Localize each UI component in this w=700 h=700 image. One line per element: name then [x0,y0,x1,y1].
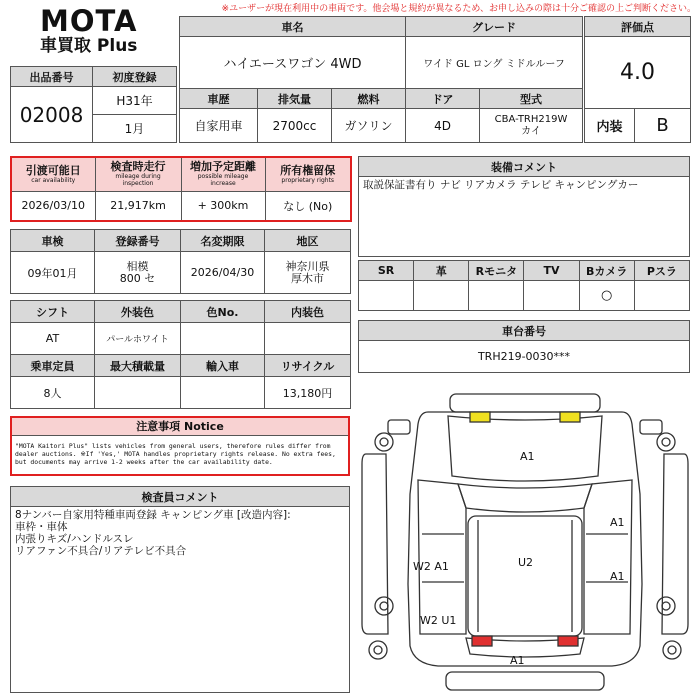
listing-number: 02008 [11,87,93,143]
plate-number [95,252,181,294]
option-power-slide-label: Pスラ [634,261,689,281]
recycle-label: リサイクル [265,355,351,377]
inspector-comment: 8ナンバー自家用特種車両登録 キャンピング車 [改造内容]: 車枠・車体 内張りキズ/ハンドルスレ リアファン不具合/リアテレビ不具合 [11,507,350,693]
rights-sub: proprietary rights [281,176,335,184]
chassis-title: 車台番号 [359,321,690,341]
color-number [181,323,265,355]
grade: ワイド GL ロング ミドルルーフ [406,37,583,89]
option-back-camera-value: ○ [579,281,634,311]
plate-line2: 800 セ [119,271,156,285]
rear-right-taillight-mark [558,636,578,646]
rear-bumper [446,672,604,690]
listing-table [10,66,177,143]
inspector-table [10,486,350,693]
vehicle-table [179,16,583,143]
roof-rails [478,520,572,632]
roof [468,516,582,636]
option-leather-value [414,281,469,311]
displacement: 2700cc [258,109,332,143]
specs-table [10,300,351,409]
front-bumper [450,394,600,412]
option-tv-label: TV [524,261,579,281]
availability-date-header [11,157,95,191]
right-mirror [640,420,662,434]
plate-label: 登録番号 [95,230,181,252]
equipment-table [358,156,690,257]
shift: AT [11,323,95,355]
first-registration-year: H31年 [93,87,177,115]
mileage-label: 検査時走行 [110,160,166,174]
right-rear-wheel [657,597,675,615]
left-side-panel [418,480,466,634]
model-label: 型式 [480,89,583,109]
doors-label: ドア [406,89,480,109]
option-back-camera-label: Bカメラ [579,261,634,281]
logo-main: MOTA [40,4,138,38]
spare-hub-left [374,646,382,654]
max-load-label: 最大積載量 [95,355,181,377]
option-rear-monitor-label: Rモニタ [469,261,524,281]
registration-table [10,229,351,294]
capacity-label: 乗車定員 [11,355,95,377]
rights-header [265,157,351,191]
color-number-label: 色No. [181,301,265,323]
logo-sub: 車買取 Plus [40,36,138,56]
inspection-label: 車検 [11,230,95,252]
option-leather-label: 革 [414,261,469,281]
option-rear-monitor-value [469,281,524,311]
availability-date-sub: car availability [31,176,76,184]
left-mirror [388,420,410,434]
model-line1: CBA-TRH219W [494,113,568,125]
exterior-color: パールホワイト [95,323,181,355]
history-label: 車歴 [180,89,258,109]
damage-label-left-rear: W2 U1 [420,614,457,627]
shift-label: シフト [11,301,95,323]
chassis-number: TRH219-0030*** [359,341,690,373]
chassis-table [358,320,690,373]
first-registration-label: 初度登録 [93,67,177,87]
change-deadline: 2026/04/30 [181,252,265,294]
right-side-panel [584,480,632,634]
availability-table [10,156,352,222]
interior-color-label: 内装色 [265,301,351,323]
car-name-label: 車名 [180,17,406,37]
mileage-sub2: inspection [122,180,154,188]
change-deadline-label: 名変期限 [181,230,265,252]
interior-color [265,323,351,355]
notice-table [10,416,350,476]
spare-wheel-left [369,641,387,659]
front-right-headlight-mark [560,412,580,422]
damage-label-roof: U2 [518,556,534,569]
left-front-wheel [375,433,393,451]
right-front-hub [662,438,670,446]
proprietary-rights: なし (No) [265,191,351,221]
disclaimer-text: ※ユーザーが現在利用中の車両です。他会場と規約が異なるため、お申し込みの際は十分ご確認の上ご判断ください。 [221,4,696,14]
inspector-title: 検査員コメント [11,487,350,507]
model-line2: カイ [521,125,541,137]
car-outline [362,394,688,690]
fuel: ガソリン [332,109,406,143]
damage-label-front: A1 [520,450,535,463]
max-load [95,377,181,409]
history: 自家用車 [180,109,258,143]
import-label: 輸入車 [181,355,265,377]
area-line1: 神奈川県 [285,259,330,273]
increase-sub1: possible mileage [197,173,249,181]
exterior-color-label: 外装色 [95,301,181,323]
hood [448,416,602,481]
listing-number-label: 出品番号 [11,67,93,87]
front-left-headlight-mark [470,412,490,422]
displacement-label: 排気量 [258,89,332,109]
option-power-slide-value [634,281,689,311]
availability-date: 2026/03/10 [11,191,95,221]
recycle-fee: 13,180円 [265,377,351,409]
spare-wheel-right [663,641,681,659]
car-damage-diagram [358,384,692,696]
spare-hub-right [668,646,676,654]
option-sr-value [359,281,414,311]
notice-title: 注意事項 Notice [11,417,349,435]
increase-label: 増加予定距離 [190,160,256,174]
area-line2: 厚木市 [291,271,324,285]
inspection-expiry: 09年01月 [11,252,95,294]
right-rear-hub [662,602,670,610]
area [265,252,351,294]
damage-label-left-mid: W2 A1 [413,560,449,573]
mileage-increase: + 300km [181,191,265,221]
rights-label: 所有権留保 [280,163,336,177]
rear-left-taillight-mark [472,636,492,646]
left-rear-hub [380,602,388,610]
import [181,377,265,409]
model-type [480,109,583,143]
notice-text: "MOTA Kaitori Plus" lists vehicles from general users, therefore rules differ from dealer auctions. ※If 'Yes,' MOTA handles proprietary rights release. No extra fees, but documents may arrive 1-2 weeks after the car availability date. [11,435,349,475]
damage-label-rear: A1 [510,654,525,667]
evaluation-score: 4.0 [585,37,691,109]
increase-sub2: increase [210,180,236,188]
score-table [584,16,691,143]
grade-label: グレード [406,17,583,37]
options-table [358,260,690,311]
interior-label: 内装 [585,109,635,143]
doors: 4D [406,109,480,143]
damage-label-right-rear: A1 [610,570,625,583]
capacity: 8人 [11,377,95,409]
interior-grade: B [635,109,691,143]
windshield [458,484,592,512]
option-sr-label: SR [359,261,414,281]
plate-line1: 相模 [126,259,149,273]
area-label: 地区 [265,230,351,252]
availability-date-label: 引渡可能日 [25,163,81,177]
increase-header [181,157,265,191]
damage-label-right-front: A1 [610,516,625,529]
equipment-comment: 取説保証書有り ナビ リアカメラ テレビ キャンピングカー [359,177,690,257]
mileage-sub1: mileage during [115,173,161,181]
car-name: ハイエースワゴン 4WD [180,37,406,89]
left-front-hub [380,438,388,446]
score-label: 評価点 [585,17,691,37]
equipment-title: 装備コメント [359,157,690,177]
left-rear-wheel [375,597,393,615]
inspection-mileage: 21,917km [95,191,181,221]
fuel-label: 燃料 [332,89,406,109]
right-front-wheel [657,433,675,451]
mileage-header [95,157,181,191]
first-registration-month: 1月 [93,115,177,143]
option-tv-value [524,281,579,311]
